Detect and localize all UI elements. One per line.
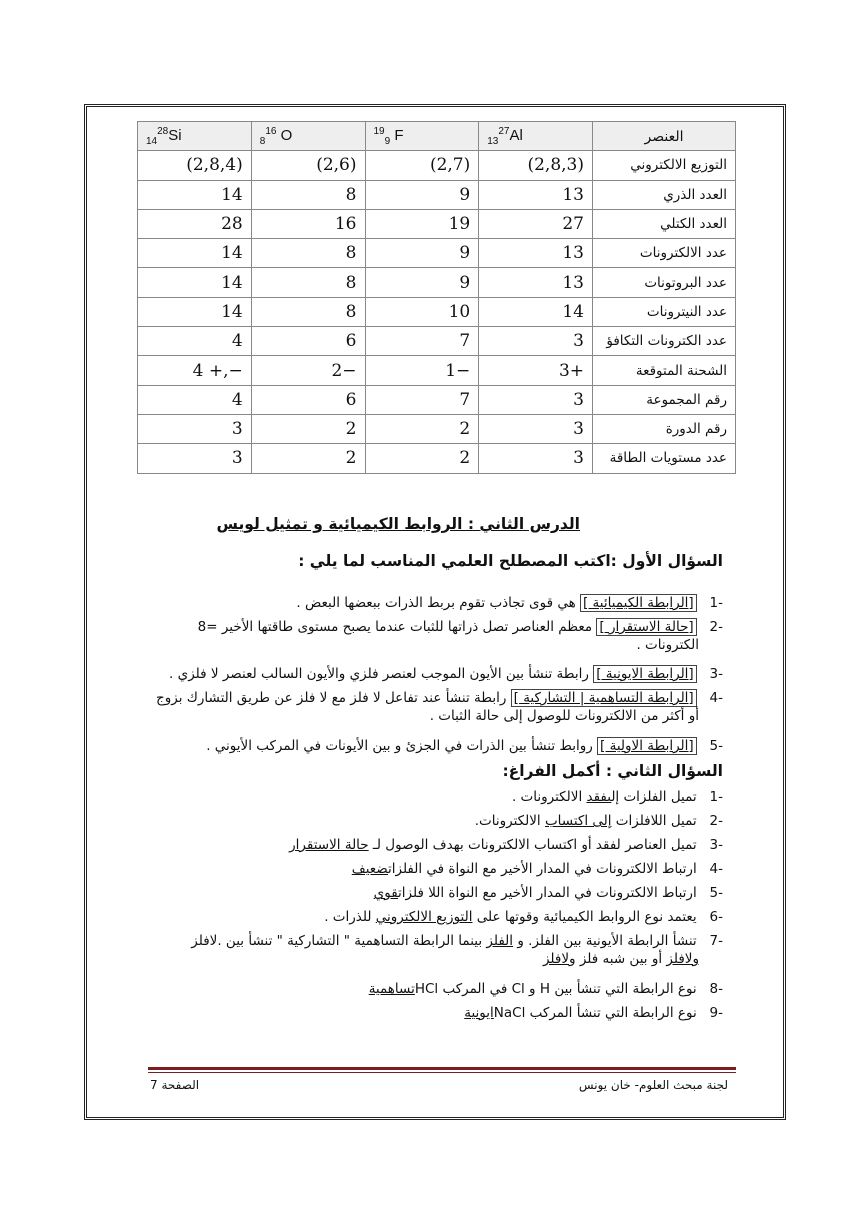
row-label: عدد النيترونات bbox=[593, 297, 736, 326]
table-row: 14 8 9 13 عدد الالكترونات bbox=[138, 239, 736, 268]
row-label: عدد مستويات الطاقة bbox=[593, 444, 736, 473]
row-label: رقم الدورة bbox=[593, 414, 736, 443]
row-label: العدد الكتلي bbox=[593, 209, 736, 238]
table-row: 4 +,− 2− 1− 3+ الشحنة المتوقعة bbox=[138, 356, 736, 385]
lesson-title: الدرس الثاني : الروابط الكيميائية و تمثيل لويس bbox=[216, 515, 580, 533]
element-si: $_{14}^{28}$Si bbox=[138, 122, 252, 151]
footer-rule-thin bbox=[148, 1072, 736, 1073]
q2-item-9: -9 نوع الرابطة التي تنشأ المركب NaClايونية bbox=[464, 1005, 723, 1021]
q2-item-8: -8 نوع الرابطة التي تنشأ بين H و Cl في المركب HClتساهمية bbox=[368, 981, 723, 997]
table-header-row bbox=[138, 122, 736, 151]
row-label: الشحنة المتوقعة bbox=[593, 356, 736, 385]
header-label: العنصر bbox=[593, 122, 736, 151]
row-label: عدد البروتونات bbox=[593, 268, 736, 297]
row-label: رقم المجموعة bbox=[593, 385, 736, 414]
q2-item-5: -5 ارتباط الالكترونات في المدار الأخير مع النواة اللا فلزاتقوي bbox=[373, 885, 723, 901]
table-row: 14 8 10 14 عدد النيترونات bbox=[138, 297, 736, 326]
question-2-title: السؤال الثاني : أكمل الفراغ: bbox=[502, 762, 723, 780]
q2-item-2: -2 تميل اللافلزات إلى اكتساب الالكترونات. bbox=[474, 813, 723, 829]
q1-item-2: -2 [حالة الاستقرار ] معظم العناصر تصل ذراتها للثبات عندما يصبح مستوى طاقتها الأخير =8 الكترونات . bbox=[197, 619, 723, 653]
q2-item-1: -1 تميل الفلزات إلىفقد الالكترونات . bbox=[511, 789, 723, 805]
row-label: عدد الالكترونات bbox=[593, 239, 736, 268]
table-row: 14 8 9 13 العدد الذري bbox=[138, 180, 736, 209]
element-o: $_8^{16}$ O bbox=[251, 122, 365, 151]
q2-item-6: -6 يعتمد نوع الروابط الكيميائية وقوتها على التوزيع الالكتروني للذرات . bbox=[324, 909, 723, 925]
table-row: 14 8 9 13 عدد البروتونات bbox=[138, 268, 736, 297]
footer-committee: لجنة مبحث العلوم- خان يونس bbox=[578, 1078, 728, 1092]
table-row: 4 6 7 3 عدد الكترونات التكافؤ bbox=[138, 327, 736, 356]
q1-item-3: -3 [الرابطة الايونية ] رابطة تنشأ بين الأيون الموجب لعنصر فلزي والأيون السالب لعنصر لا فلزي . bbox=[169, 666, 723, 682]
q2-item-3: -3 تميل العناصر لفقد أو اكتساب الالكترونات بهدف الوصول لـ حالة الاستقرار bbox=[289, 837, 723, 853]
table-row: (2,8,4) (2,6) (2,7) (2,8,3) التوزيع الالكتروني bbox=[138, 151, 736, 180]
table-row: 28 16 19 27 العدد الكتلي bbox=[138, 209, 736, 238]
footer-rule bbox=[148, 1067, 736, 1070]
page-number: الصفحة 7 bbox=[150, 1078, 200, 1092]
q2-item-4: -4 ارتباط الالكترونات في المدار الأخير مع النواة في الفلزاتضعيف bbox=[351, 861, 723, 877]
question-1-title: السؤال الأول :اكتب المصطلح العلمي المناسب لما يلي : bbox=[298, 552, 723, 570]
row-label: عدد الكترونات التكافؤ bbox=[593, 327, 736, 356]
elements-table bbox=[137, 121, 736, 474]
q2-item-7: -7 تنشأ الرابطة الأيونية بين الفلز. و الفلز بينما الرابطة التساهمية " التشاركية " تنشأ بين .لافلز ولافلز أو بين شبه فلز ولافلز bbox=[191, 933, 723, 967]
row-label: العدد الذري bbox=[593, 180, 736, 209]
row-label: التوزيع الالكتروني bbox=[593, 151, 736, 180]
q1-item-4: -4 [الرابطة التساهمية | التشاركية ] رابطة تنشأ عند تفاعل لا فلز مع لا فلز عن طريق التشارك بزوج أو أكثر من الالكترونات للوصول إلى حالة الثبات . bbox=[156, 690, 723, 724]
table-row: 3 2 2 3 رقم الدورة bbox=[138, 414, 736, 443]
element-al: $_{13}^{27}$Al bbox=[479, 122, 593, 151]
table-row: 4 6 7 3 رقم المجموعة bbox=[138, 385, 736, 414]
q1-item-1: -1 [الرابطة الكيميائية ] هي قوى تجاذب تقوم بربط الذرات ببعضها البعض . bbox=[296, 595, 723, 611]
table-row: 3 2 2 3 عدد مستويات الطاقة bbox=[138, 444, 736, 473]
element-f: $^{19}_9$ F bbox=[365, 122, 479, 151]
q1-item-5: -5 [الرابطة الاولية ] روابط تنشأ بين الذرات في الجزئ و بين الأيونات في المركب الأيوني . bbox=[206, 738, 723, 754]
